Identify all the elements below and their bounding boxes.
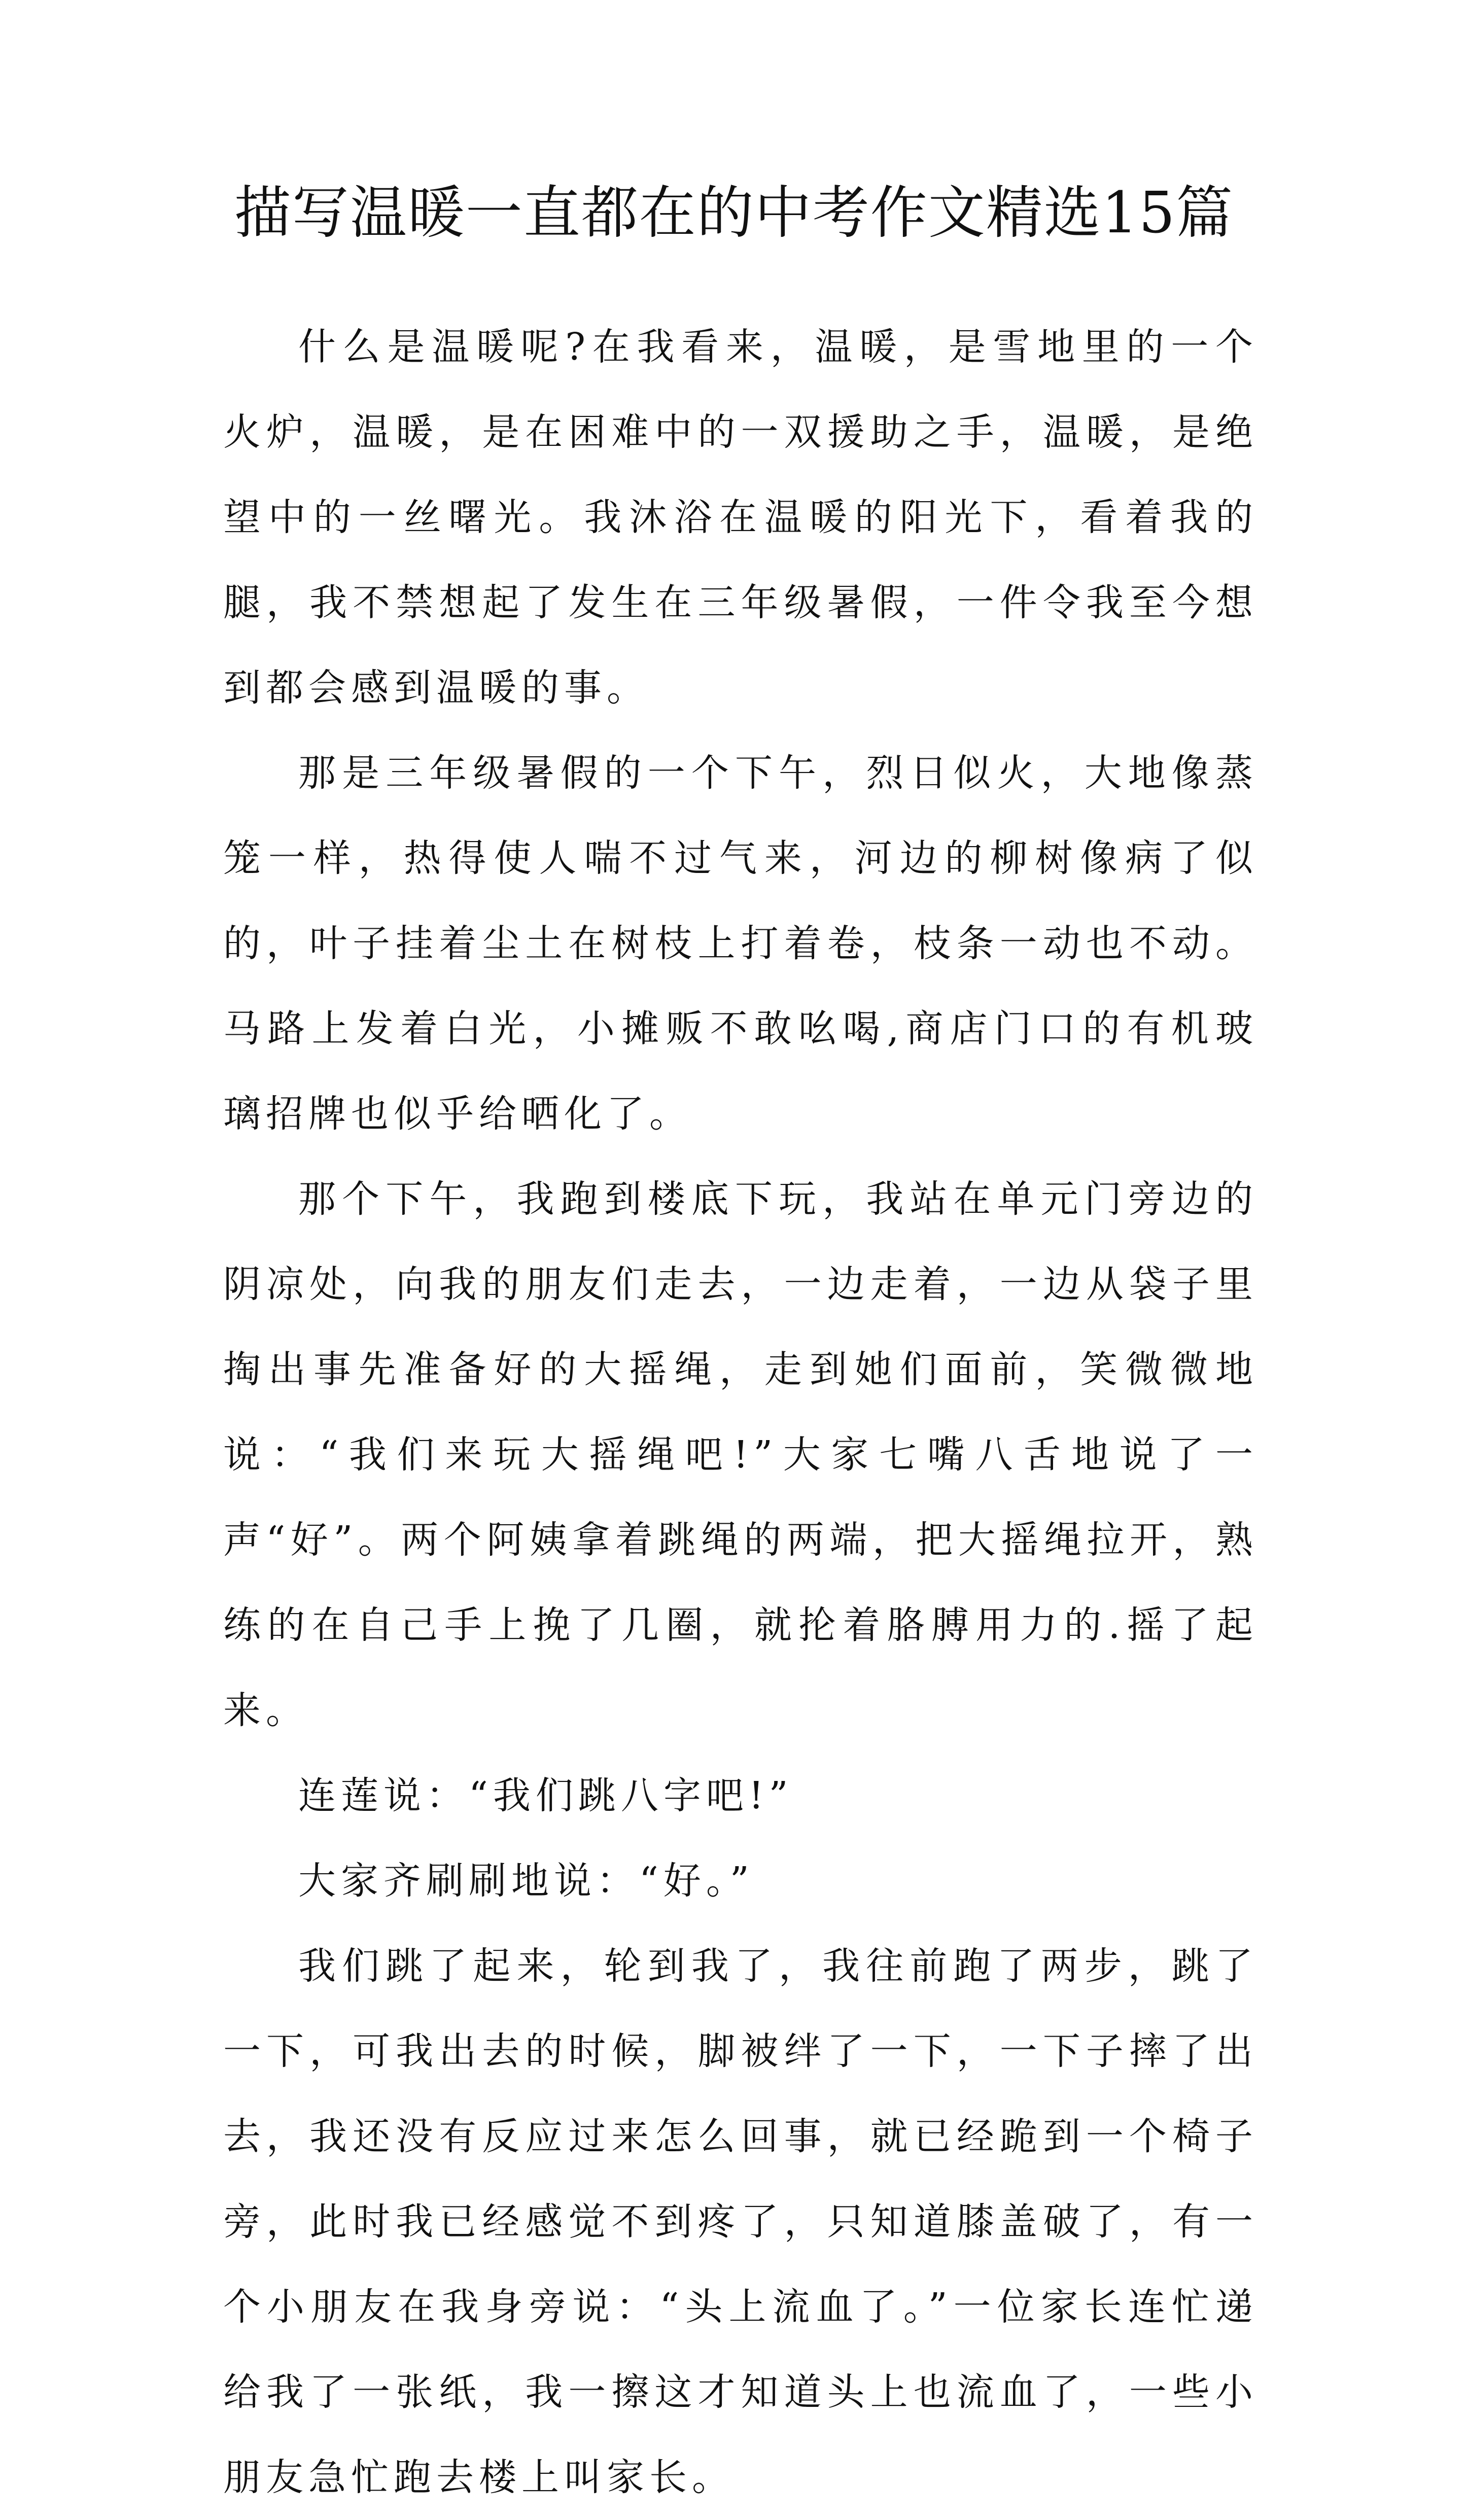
paragraph-5: 大家齐刷刷地说：“好。”: [298, 1859, 754, 1903]
document-title: 描写温暖一直都在的中考作文精选15篇: [234, 180, 1234, 246]
paragraph-1: 什么是温暖呢?在我看来，温暖，是雪地里的一个火炉，温暖，是在困难中的一双援助之手，温暖，是绝望中的一丝曙光。我沐浴在温暖的阳光下，看着我的腿，我不禁想起了发生在三年级暑假，一件令我至今想到都会感到温暖的事。: [223, 325, 1258, 710]
paragraph-2: 那是三年级暑假的一个下午，烈日似火，大地像蒸笼一样，热得使人喘不过气来，河边的柳树像病了似的，叶子挂着尘土在树枝上打着卷，枝条一动也不动。马路上发着白光，小摊贩不敢吆喝,商店门口的有机玻璃招牌也似乎给晒化了。: [223, 751, 1258, 1136]
paragraph-6: 我们跳了起来，轮到我了，我往前跑了两步，跳了一下，可我出去的时候，脚被绊了一下，一下子摔了出去，我还没有反应过来怎么回事，就已经跪到一个椅子旁，此时我已经感觉不到疼了，只知道膝盖破了，有一个小朋友在我身旁说：“头上流血了。”一位家长连忙递给我了一张纸，我一擦这才知道头上也流血了，一些小朋友急忙跑去楼上叫家长。: [223, 1944, 1258, 2499]
paragraph-4: 连莲说：“我们跳八字吧!”: [298, 1774, 793, 1817]
paragraph-3: 那个下午，我跑到楼底下玩，我站在单元门旁边的阴凉处，向我的朋友们走去，一边走着，一边从袋子里掏出事先准备好的大摇绳，走到她们面前，笑微微地说：“我们来玩大摇绳吧!”大家七嘴八舌地说了一声“好”。两个阿姨拿着跳绳的两端，把大摇绳拉开，熟练的在自己手上挽了几圈，就抡着胳膊用力的.摇了起来。: [223, 1177, 1258, 1732]
document-body: [223, 304, 1258, 2520]
